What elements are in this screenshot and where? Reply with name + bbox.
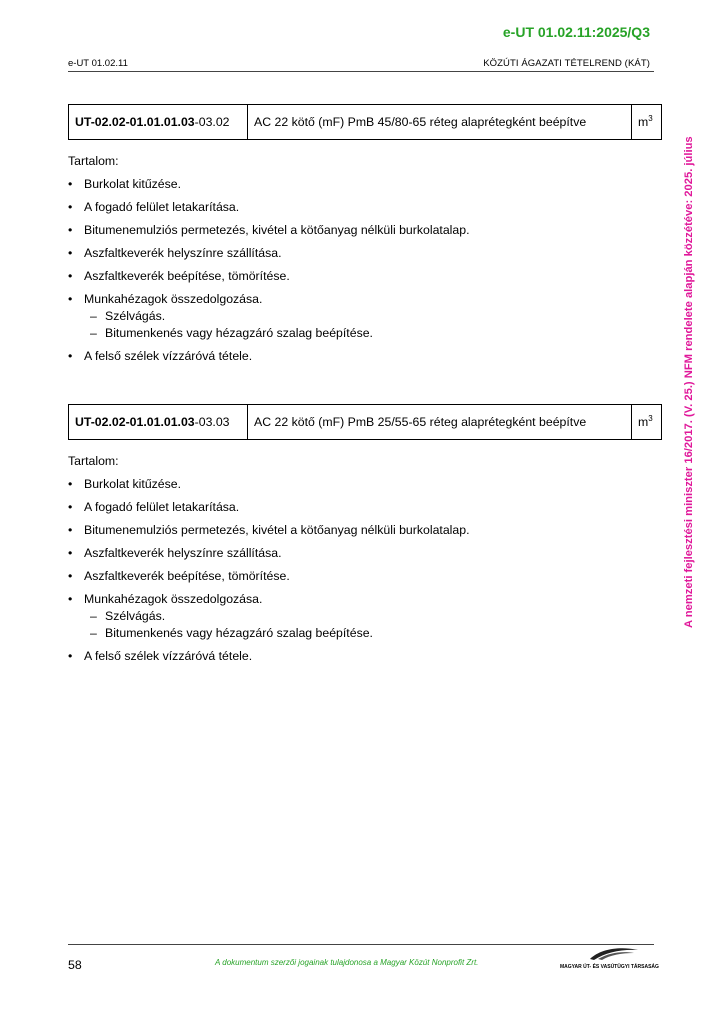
list-item [68,592,662,640]
list-item [68,477,662,491]
bullet-icon: • [68,200,73,214]
list-item [68,546,662,560]
bullet-icon: • [68,223,73,237]
bullet-icon: • [68,349,73,363]
list-item-text: Aszfaltkeverék helyszínre szállítása. [84,546,282,560]
bullet-icon: • [68,592,73,606]
list-item [68,523,662,537]
logo-swoosh-icon [560,946,656,962]
sub-list-item-text: Szélvágás. [105,609,166,623]
list-item [68,269,662,283]
unit-superscript: 3 [648,114,653,124]
bullet-icon: • [68,523,73,537]
list-item [68,649,662,663]
dash-icon: – [90,309,97,323]
document-code: e-UT 01.02.11:2025/Q3 [502,24,650,40]
bullet-icon: • [68,649,73,663]
sub-list-item [84,326,662,340]
society-logo [560,946,659,970]
item-table-1 [68,104,662,140]
unit-base: m [638,415,649,430]
footer-rule [68,944,654,945]
item-code [69,105,248,140]
header-rule [68,71,654,72]
item-table-2 [68,404,662,440]
list-item-text: Burkolat kitűzése. [84,477,182,491]
bullet-icon: • [68,500,73,514]
item-code [69,405,248,440]
list-item-text: Aszfaltkeverék helyszínre szállítása. [84,246,282,260]
sub-list-item-text: Szélvágás. [105,309,166,323]
list-item [68,500,662,514]
list-item-text: Bitumenemulziós permetezés, kivétel a kötőanyag nélküli burkolatalap. [84,523,470,537]
list-item-text: Munkahézagok összedolgozása. [84,292,263,306]
list-item [68,177,662,191]
item-row [69,105,662,140]
list-item [68,200,662,214]
list-item-text: A felső szélek vízzáróvá tétele. [84,649,253,663]
sub-list-item [84,626,662,640]
bullet-icon: • [68,177,73,191]
sub-list [84,609,662,640]
item-contents-2 [68,454,662,672]
item-code-bold: UT-02.02-01.01.01.03 [75,115,195,129]
list-item [68,246,662,260]
list-item-text: A fogadó felület letakarítása. [84,500,240,514]
sub-list-item-text: Bitumenkenés vagy hézagzáró szalag beépítése. [105,326,373,340]
list-item [68,349,662,363]
contents-intro: Tartalom: [68,454,119,468]
item-description: AC 22 kötő (mF) PmB 25/55-65 réteg alaprétegként beépítve [248,405,632,440]
list-item-text: A felső szélek vízzáróvá tétele. [84,349,253,363]
list-item-text: Bitumenemulziós permetezés, kivétel a kötőanyag nélküli burkolatalap. [84,223,470,237]
unit-base: m [638,115,649,130]
item-code-suffix: -03.02 [194,115,230,129]
item-contents-1 [68,154,662,372]
list-item-text: Aszfaltkeverék beépítése, tömörítése. [84,569,290,583]
list-item [68,223,662,237]
item-description: AC 22 kötő (mF) PmB 45/80-65 réteg alaprétegként beépítve [248,105,632,140]
sub-list [84,309,662,340]
item-code-suffix: -03.03 [194,415,230,429]
contents-list [68,477,662,663]
header-right-text: KÖZÚTI ÁGAZATI TÉTELREND (KÁT) [483,58,650,69]
bullet-icon: • [68,269,73,283]
dash-icon: – [90,326,97,340]
sub-list-item [84,309,662,323]
logo-text: MAGYAR ÚT- ÉS VASÚTÜGYI TÁRSASÁG [560,964,659,970]
list-item-text: Munkahézagok összedolgozása. [84,592,263,606]
bullet-icon: • [68,477,73,491]
list-item-text: A fogadó felület letakarítása. [84,200,240,214]
list-item [68,292,662,340]
bullet-icon: • [68,292,73,306]
dash-icon: – [90,626,97,640]
item-unit [632,105,662,140]
sub-list-item [84,609,662,623]
item-unit [632,405,662,440]
unit-superscript: 3 [648,414,653,424]
bullet-icon: • [68,246,73,260]
contents-list [68,177,662,363]
header-left-text: e-UT 01.02.11 [68,58,128,69]
list-item-text: Burkolat kitűzése. [84,177,182,191]
contents-intro: Tartalom: [68,154,119,168]
page-number: 58 [68,958,82,972]
item-code-bold: UT-02.02-01.01.01.03 [75,415,195,429]
dash-icon: – [90,609,97,623]
sub-list-item-text: Bitumenkenés vagy hézagzáró szalag beépítése. [105,626,373,640]
side-publication-note: A nemzeti fejlesztési miniszter 16/2017. (V. 25.) NFM rendelete alapján közzétéve: 2025. július [683,136,695,628]
bullet-icon: • [68,569,73,583]
list-item-text: Aszfaltkeverék beépítése, tömörítése. [84,269,290,283]
bullet-icon: • [68,546,73,560]
list-item [68,569,662,583]
copyright-notice: A dokumentum szerzői jogainak tulajdonosa a Magyar Közút Nonprofit Zrt. [215,958,479,967]
item-row [69,405,662,440]
